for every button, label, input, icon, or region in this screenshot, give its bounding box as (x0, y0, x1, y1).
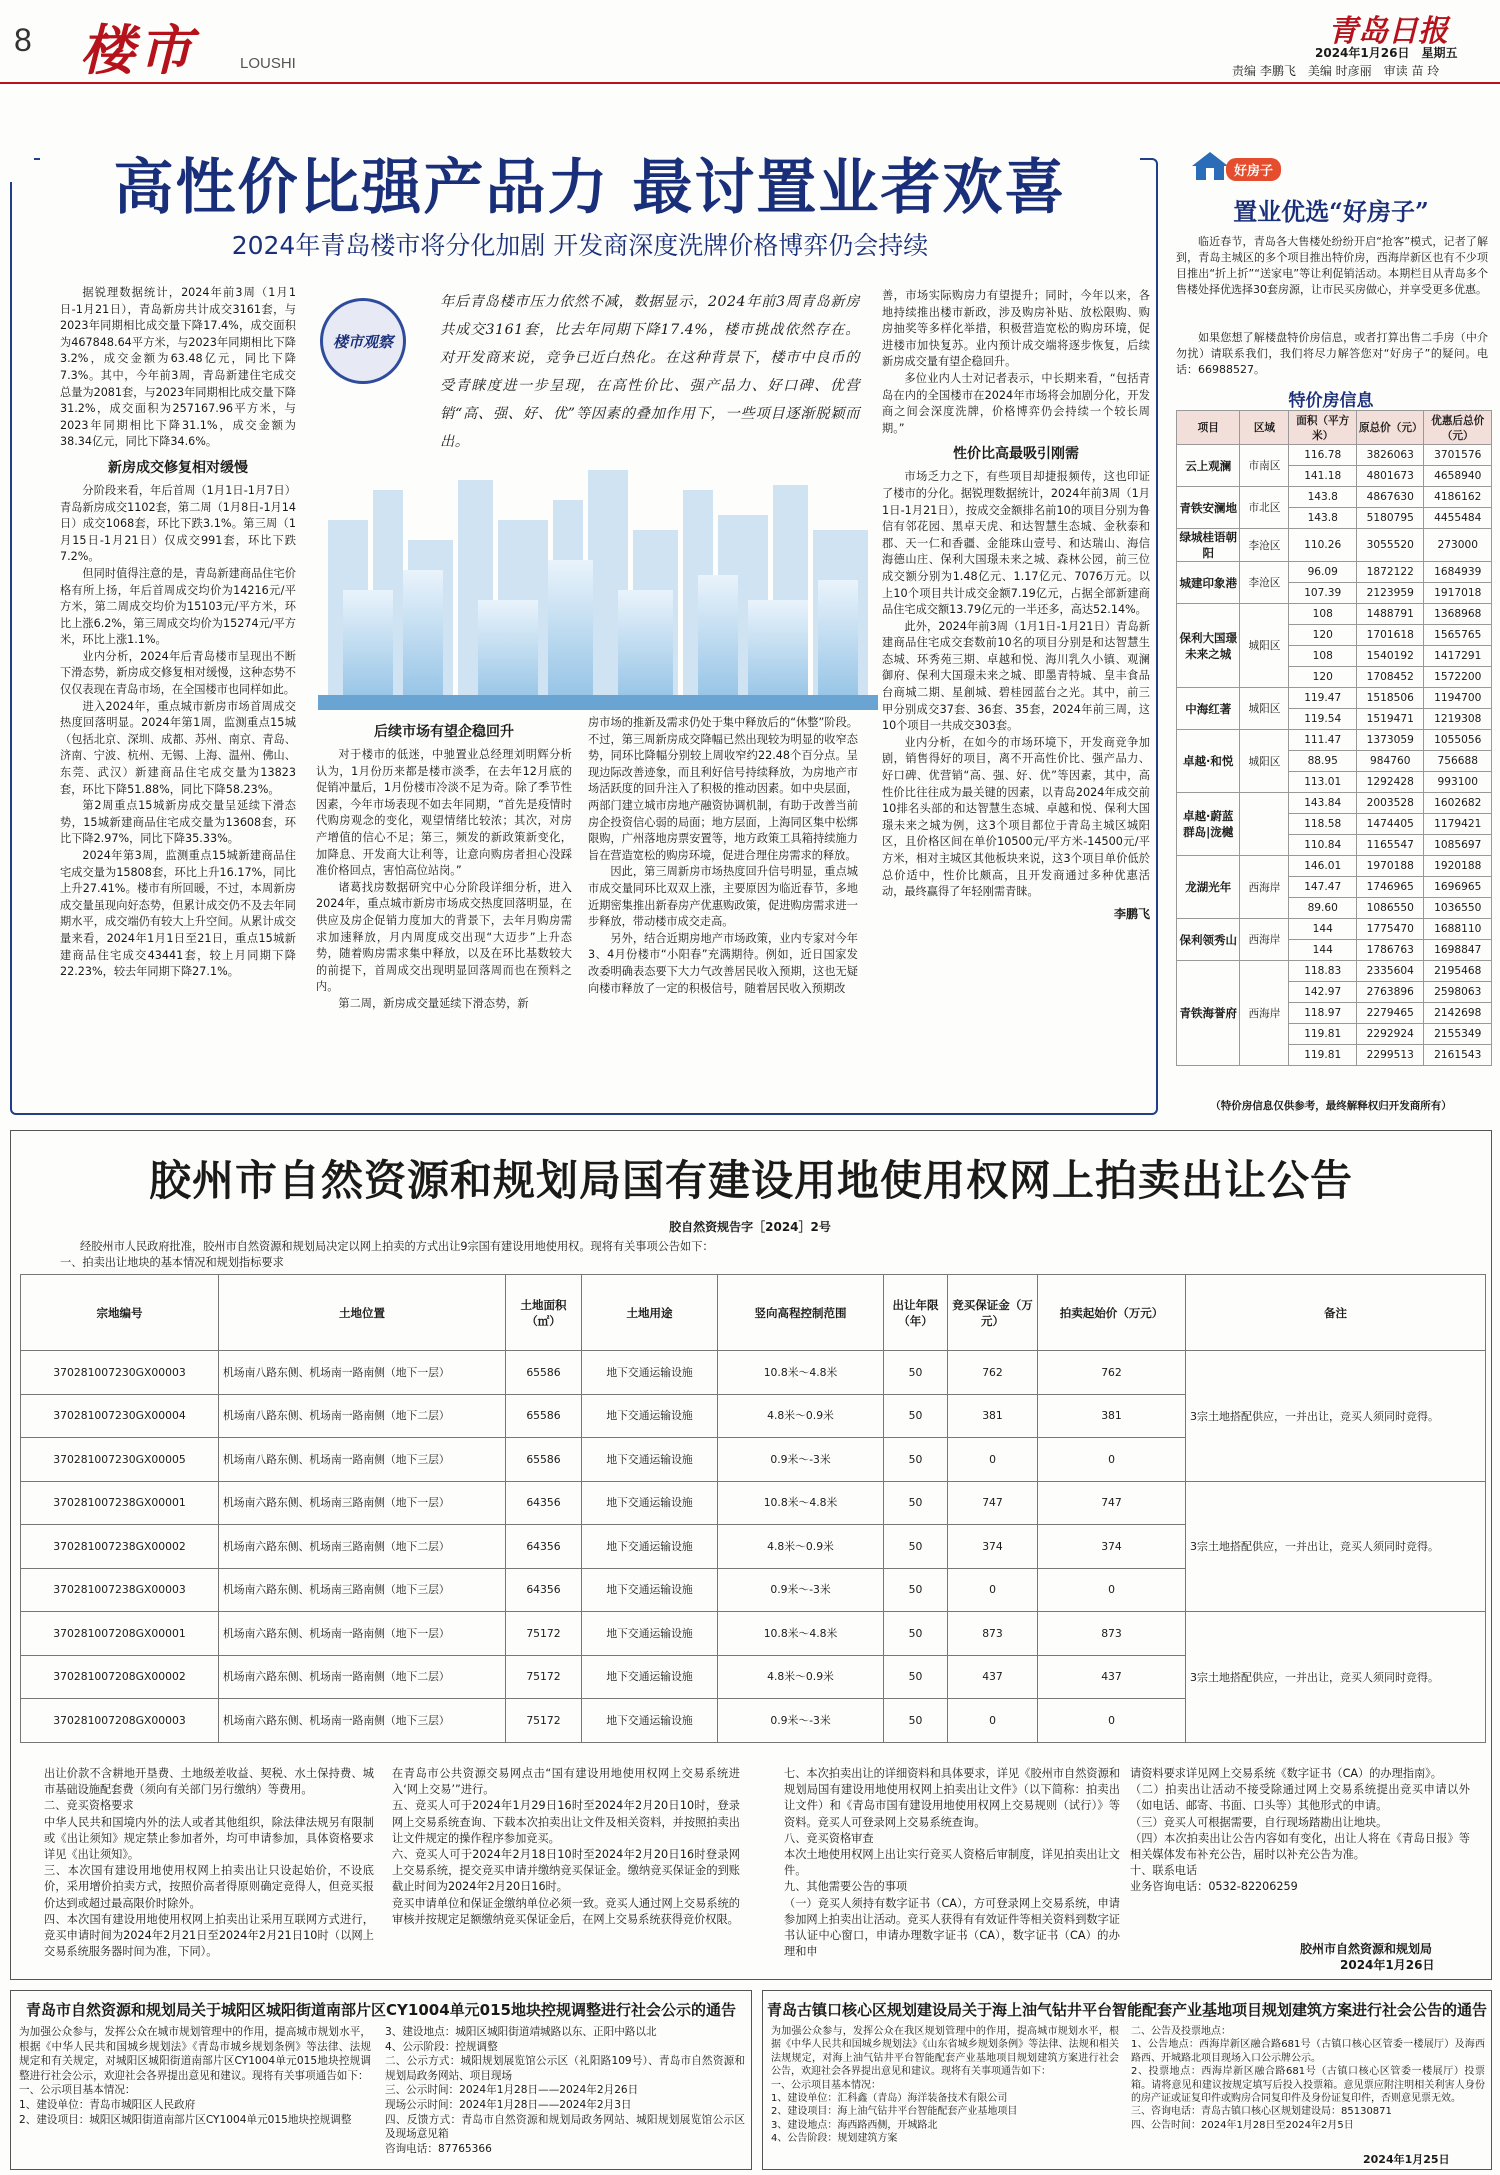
project-name: 龙湖光年 (1177, 856, 1240, 919)
land-cell: 地下交通运输设施 (582, 1699, 718, 1743)
land-cell: 370281007208GX00001 (21, 1612, 219, 1656)
land-cell: 370281007238GX00003 (21, 1568, 219, 1612)
land-cell: 4.8米～0.9米 (718, 1525, 884, 1569)
area-cell: 120 (1289, 625, 1357, 646)
bottom-left-title: 青岛市自然资源和规划局关于城阳区城阳街道南部片区CY1004单元015地块控规调整进行社会公示的通告 (26, 2001, 736, 2019)
area-cell: 119.81 (1289, 1024, 1357, 1045)
discount-price-cell: 1917018 (1424, 583, 1492, 604)
project-area (1240, 793, 1289, 856)
land-cell: 机场南八路东侧、机场南一路南侧（地下二层） (219, 1394, 506, 1438)
land-cell: 50 (884, 1612, 948, 1656)
original-price-cell: 2299513 (1356, 1045, 1424, 1066)
section-heading: 性价比高最吸引刚需 (953, 446, 1079, 463)
col-header: 宗地编号 (21, 1275, 219, 1351)
original-price-cell: 984760 (1356, 751, 1424, 772)
land-cell: 374 (1038, 1525, 1186, 1569)
land-cell: 65586 (506, 1351, 582, 1395)
land-cell: 50 (884, 1394, 948, 1438)
paragraph: 善，市场实际购房力有望提升；同时，今年以来，各地持续推出楼市新政，涉及购房补贴、放松限购、购房抽奖等多样化举措，积极营造宽松的购房环境，促进楼市加快复苏。业内预计成交端将逐步恢复，后续新房成交量有望企稳回升。 (882, 289, 1150, 369)
land-cell: 0.9米～-3米 (718, 1568, 884, 1612)
area-cell: 107.39 (1289, 583, 1357, 604)
land-cell: 0.9米～-3米 (718, 1699, 884, 1743)
project-name: 卓越·和悦 (1177, 730, 1240, 793)
land-cell: 370281007238GX00001 (21, 1481, 219, 1525)
area-cell: 147.47 (1289, 877, 1357, 898)
original-price-cell: 1872122 (1356, 562, 1424, 583)
land-cell: 437 (948, 1655, 1038, 1699)
discount-price-cell: 1417291 (1424, 646, 1492, 667)
original-price-cell: 2335604 (1356, 961, 1424, 982)
land-cell: 10.8米～4.8米 (718, 1481, 884, 1525)
paper-logo: 青岛日报 (1328, 14, 1448, 49)
col-header: 项目 (1177, 411, 1240, 445)
area-cell: 144 (1289, 940, 1357, 961)
land-cell: 65586 (506, 1438, 582, 1482)
land-cell: 地下交通运输设施 (582, 1525, 718, 1569)
column-4 (882, 288, 1150, 922)
original-price-cell: 1518506 (1356, 688, 1424, 709)
discount-price-cell: 1194700 (1424, 688, 1492, 709)
land-cell: 地下交通运输设施 (582, 1612, 718, 1656)
discount-price-cell: 1179421 (1424, 814, 1492, 835)
sidebar (1170, 150, 1492, 1120)
original-price-cell: 2763896 (1356, 982, 1424, 1003)
col-header: 竞买保证金（万元） (948, 1275, 1038, 1351)
column-1 (60, 285, 296, 981)
discount-price-cell: 4186162 (1424, 487, 1492, 508)
house-icon (1190, 150, 1230, 182)
land-cell: 762 (948, 1351, 1038, 1395)
land-cell: 747 (948, 1481, 1038, 1525)
price-row (1177, 445, 1492, 466)
discount-price-cell: 2598063 (1424, 982, 1492, 1003)
area-cell: 110.84 (1289, 835, 1357, 856)
feature-headline: 高性价比强产品力 最讨置业者欢喜 (40, 140, 1140, 226)
discount-price-cell: 2142698 (1424, 1003, 1492, 1024)
discount-price-cell: 1688110 (1424, 919, 1492, 940)
area-cell: 119.54 (1289, 709, 1357, 730)
area-cell: 88.95 (1289, 751, 1357, 772)
area-cell: 119.47 (1289, 688, 1357, 709)
discount-price-cell: 1368968 (1424, 604, 1492, 625)
col-header: 区域 (1240, 411, 1289, 445)
area-cell: 143.8 (1289, 508, 1357, 529)
land-cell: 地下交通运输设施 (582, 1438, 718, 1482)
paragraph: 但同时值得注意的是，青岛新建商品住宅价格有所上扬，年后首周成交均价为14216元/平方米，第二周成交均价为15103元/平方米，环比上涨6.2%，第三周成交均价为15274元/平方米，环比上涨1.1%。 (60, 566, 296, 647)
area-cell: 141.18 (1289, 466, 1357, 487)
land-cell: 381 (948, 1394, 1038, 1438)
project-name: 保利大国璟未来之城 (1177, 604, 1240, 688)
notice-intro: 经胶州市人民政府批准，胶州市自然资源和规划局决定以网上拍卖的方式出让9宗国有建设用地使用权。现将有关事项公告如下： (80, 1240, 714, 1253)
land-cell: 873 (1038, 1612, 1186, 1656)
land-cell: 762 (1038, 1351, 1186, 1395)
notice-section-1: 一、拍卖出让地块的基本情况和规划指标要求 (60, 1256, 284, 1269)
paragraph: 业内分析，在如今的市场环境下，开发商竞争加剧，销售得好的项目，离不开高性价比、强产品力、好口碑、优营销“高、强、好、优”等因素，其中，高性价比往往成为最关键的因素，以青岛2024年成交前10排名头部的和达智慧生态城、卓越和悦、保利大国璟未来之城为例，这3个项目都位于青岛主城区城阳区，且价格区间在单价10500元/平方米-14500元/平方米，相对主城区其他板块来说，这3个项目单价低於总价适中，性价比颇高，且开发商通过多种优惠活动，最终赢得了年轻刚需青睐。 (882, 735, 1150, 899)
land-cell: 75172 (506, 1612, 582, 1656)
area-cell: 118.97 (1289, 1003, 1357, 1024)
sidebar-tag: 好房子 (1226, 158, 1281, 181)
project-name: 卓越·蔚蓝群岛|泷樾 (1177, 793, 1240, 856)
sidebar-intro-2: 如果您想了解楼盘特价房信息，或者打算出售二手房（中介勿扰）请联系我们，我们将尽力解答您对“好房子”的疑问。电话：66988527。 (1176, 331, 1488, 376)
project-name: 保利领秀山 (1177, 919, 1240, 961)
discount-price-cell: 1085697 (1424, 835, 1492, 856)
notice-docno: 胶自然资规告字［2024］2号 (669, 1220, 831, 1234)
feature-subtitle: 2024年青岛楼市将分化加剧 开发商深度洗牌价格博弈仍会持续 (231, 231, 929, 260)
area-cell: 111.47 (1289, 730, 1357, 751)
project-name: 云上观澜 (1177, 445, 1240, 487)
land-cell: 机场南六路东侧、机场南三路南侧（地下三层） (219, 1568, 506, 1612)
col-header: 竖向高程控制范围 (718, 1275, 884, 1351)
land-cell: 机场南六路东侧、机场南三路南侧（地下二层） (219, 1525, 506, 1569)
project-area: 李沧区 (1240, 562, 1289, 604)
price-row (1177, 856, 1492, 877)
area-cell: 89.60 (1289, 898, 1357, 919)
paragraph: 此外，2024年前3周（1月1日-1月21日）青岛新建商品住宅成交套数前10名的项目分别是和达智慧生态城、环秀苑三期、卓越和悦、海川乳久小镇、观澜御府、保利大国璟未来之城、即墨青特城、皇丰食品台商城二期、星創城、碧桂园蓝台之光。其中，前三甲分别成交37套、36套、35套，2024年前三周，这10个项目一共成交303套。 (882, 619, 1150, 733)
land-cell: 地下交通运输设施 (582, 1394, 718, 1438)
area-cell: 120 (1289, 667, 1357, 688)
original-price-cell: 2123959 (1356, 583, 1424, 604)
city-illustration (318, 290, 878, 710)
original-price-cell: 1775470 (1356, 919, 1424, 940)
land-cell: 机场南八路东侧、机场南一路南侧（地下一层） (219, 1351, 506, 1395)
notice-text-col-3: 七、本次拍卖出让的详细资料和具体要求，详见《胶州市自然资源和规划局国有建设用地使用权网上拍卖出让文件》（以下简称：拍卖出让文件）和《青岛市国有建设用地使用权网上交易规则（试行）》等资料。竞买人可登录网上交易系统查询。 八、竞买资格审查 本次土地使用权网上出让实行竞买人资格后审制度，详见拍卖出让文件。 九、其他需要公告的事项 （一）竞买人须持有数字证书（CA），方可登录网上交易系统，申请参加网上拍卖出让活动。竞买人获得有有效证件等相关资料到数字证书认证中心窗口，申请办理数字证书（CA），数字证书（CA）的办理和申 (784, 1767, 1120, 1959)
area-cell: 144 (1289, 919, 1357, 940)
notice-title: 胶州市自然资源和规划局国有建设用地使用权网上拍卖出让公告 (148, 1156, 1353, 1205)
land-cell: 370281007230GX00005 (21, 1438, 219, 1482)
issue-date: 2024年1月26日 星期五 (1315, 46, 1458, 60)
land-cell: 75172 (506, 1655, 582, 1699)
original-price-cell: 1970188 (1356, 856, 1424, 877)
discount-price-cell: 1602682 (1424, 793, 1492, 814)
discount-price-cell: 273000 (1424, 529, 1492, 562)
notice-text-col-4: 请资料要求详见网上交易系统《数字证书（CA）的办理指南》。 （二）拍卖出让活动不接受除通过网上交易系统提出竞买申请以外（如电话、邮寄、书面、口头等）其他形式的申请。 （三）竞买人可根据需要，自行现场踏勘出让地块。 （四）本次拍卖出让公告内容如有变化，出让人将在《青岛日报》等相关媒体发布补充公告，届时以补充公告为准。 十、联系电话 业务咨询电话：0532-82206259 (1130, 1767, 1470, 1894)
lead-paragraph: 年后青岛楼市压力依然不减，数据显示，2024年前3周青岛新房共成交3161套，比去年同期下降17.4%，楼市挑战依然存在。对开发商来说，竞争已近白热化。在这种背景下，楼市中良币的受青睐度进一步呈现，在高性价比、强产品力、好口碑、优营销“高、强、好、优”等因素的叠加作用下，一些项目逐渐脱颖而出。 (440, 294, 860, 450)
editor-credits: 责编 李鹏飞 美编 时彦丽 审读 苗 玲 (1232, 64, 1440, 78)
area-cell: 118.83 (1289, 961, 1357, 982)
project-area: 城阳区 (1240, 604, 1289, 688)
project-area: 西海岸 (1240, 919, 1289, 961)
price-row (1177, 961, 1492, 982)
paragraph: 因此，第三周新房市场热度回升信号明显，重点城市成交量同环比双双上涨，主要原因为临近春节，多地近期密集推出新春房产优惠购政策，促进购房需求进一步释放，带动楼市成交走高。 (588, 865, 858, 929)
price-row (1177, 487, 1492, 508)
land-cell: 50 (884, 1568, 948, 1612)
price-row (1177, 919, 1492, 940)
land-cell: 0 (948, 1438, 1038, 1482)
paragraph: 业内分析，2024年后青岛楼市呈现出不断下滑态势，新房成交修复相对缓慢，这种态势不仅仅表现在青岛市场，在全国楼市也同样如此。 (60, 649, 296, 697)
original-price-cell: 1488791 (1356, 604, 1424, 625)
section-title: 楼市 (80, 18, 196, 82)
discount-price-cell: 1572200 (1424, 667, 1492, 688)
section-heading: 后续市场有望企稳回升 (374, 724, 514, 740)
land-cell: 机场南八路东侧、机场南一路南侧（地下三层） (219, 1438, 506, 1482)
discount-price-cell: 4455484 (1424, 508, 1492, 529)
land-cell: 65586 (506, 1394, 582, 1438)
remark-cell: 3宗土地搭配供应，一并出让，竞买人须同时竞得。 (1186, 1481, 1486, 1612)
land-cell: 机场南六路东侧、机场南三路南侧（地下一层） (219, 1481, 506, 1525)
land-cell: 381 (1038, 1394, 1186, 1438)
land-cell: 50 (884, 1438, 948, 1482)
project-area: 西海岸 (1240, 961, 1289, 1066)
original-price-cell: 1708452 (1356, 667, 1424, 688)
project-name: 绿城桂语朝阳 (1177, 529, 1240, 562)
land-cell: 4.8米～0.9米 (718, 1394, 884, 1438)
price-row (1177, 730, 1492, 751)
original-price-cell: 1474405 (1356, 814, 1424, 835)
col-header: 优惠后总价（元） (1424, 411, 1492, 445)
original-price-cell: 2003528 (1356, 793, 1424, 814)
discount-price-cell: 1055056 (1424, 730, 1492, 751)
original-price-cell: 1373059 (1356, 730, 1424, 751)
sidebar-intro: 临近春节，青岛各大售楼处纷纷开启“抢客”模式，记者了解到，青岛主城区的多个项目推出特价房，西海岸新区也有不少项目推出“折上折”“送家电”等让利促销活动。本期栏目从青岛多个售楼处择优选择30套房源，让市民买房做心，并享受更多优惠。 (1176, 235, 1488, 296)
discount-price-cell: 1219308 (1424, 709, 1492, 730)
land-cell: 机场南六路东侧、机场南一路南侧（地下一层） (219, 1612, 506, 1656)
discount-price-cell: 1036550 (1424, 898, 1492, 919)
paragraph: 进入2024年，重点城市新房市场首周成交热度回落明显。2024年第1周，监测重点15城（包括北京、深圳、成都、苏州、南京、青岛、济南、宁波、杭州、无锡、上海、温州、佛山、东莞、武汉）新建商品住宅成交量为13823套，环比下降51.88%，同比下降58.23%。 (60, 699, 296, 796)
price-row (1177, 562, 1492, 583)
project-area: 城阳区 (1240, 688, 1289, 730)
discount-price-cell: 1920188 (1424, 856, 1492, 877)
original-price-cell: 5180795 (1356, 508, 1424, 529)
land-cell: 370281007208GX00003 (21, 1699, 219, 1743)
land-cell: 747 (1038, 1481, 1186, 1525)
land-cell: 370281007208GX00002 (21, 1655, 219, 1699)
land-cell: 50 (884, 1351, 948, 1395)
land-cell: 4.8米～0.9米 (718, 1655, 884, 1699)
discount-price-cell: 2161543 (1424, 1045, 1492, 1066)
column-2 (316, 715, 572, 1013)
land-cell: 机场南六路东侧、机场南一路南侧（地下二层） (219, 1655, 506, 1699)
original-price-cell: 1165547 (1356, 835, 1424, 856)
paragraph: 据锐理数据统计，2024年前3周（1月1日-1月21日），青岛新房共计成交3161套，与2023年同期相比成交量下降17.4%，成交面积为467848.64平方米，与2023年同期相比下降3.2%，成交金额为63.48亿元，同比下降7.3%。其中，今年前3周，青岛新建住宅成交总量为2081套，与2023年同期相比成交量下降31.2%，成交面积为257167.96平方米，与2023年同期相比下降31.1%，成交金额为38.34亿元，同比下降34.6%。 (60, 286, 296, 449)
col-header: 面积（平方米） (1289, 411, 1357, 445)
area-cell: 118.58 (1289, 814, 1357, 835)
table-note: （特价房信息仅供参考，最终解释权归开发商所有） (1210, 1100, 1452, 1112)
masthead (0, 0, 1500, 84)
land-cell: 0 (1038, 1438, 1186, 1482)
area-cell: 143.8 (1289, 487, 1357, 508)
feature-corner (4, 152, 34, 182)
land-cell: 地下交通运输设施 (582, 1481, 718, 1525)
project-area: 西海岸 (1240, 856, 1289, 919)
land-cell: 437 (1038, 1655, 1186, 1699)
paragraph: 房市场的推新及需求仍处于集中释放后的“休整”阶段。不过，第三周新房成交降幅已然出现较为明显的收窄态势，同环比降幅分别较上周收窄约22.48个百分点。呈现边际改善迹象，而且利好信号持续释放，为房地产市场活跃度的回升注入了积极的推动因素。如中央层面，两部门建立城市房地产融资协调机制，有助于改善当前房企投资信心弱的局面；地方层面，上海同区集中松绑限购，广州落地房票安置等，地方政策工具箱持续施力旨在营造宽松的购房环境，促进合理住房需求的释放。 (588, 716, 858, 862)
land-cell: 50 (884, 1525, 948, 1569)
bottom-left-text-2: 3、建设地点：城阳区城阳街道靖城路以东、正阳中路以北 4、公示阶段：控规调整 二、公示方式：城阳规划展览馆公示区（礼阳路109号）、青岛市自然资源和规划局政务网站、项目现场 三、公示时间：2024年1月28日——2024年2月26日 现场公示时间：2024年1月28日——2024年2月3日 四、反馈方式：青岛市自然资源和规划局政务网站、城阳规划展览馆公示区及现场意见箱 咨询电话：87765366 (385, 2026, 745, 2155)
area-cell: 96.09 (1289, 562, 1357, 583)
section-en: LOUSHI (240, 55, 296, 72)
project-area: 市南区 (1240, 445, 1289, 487)
land-cell: 370281007230GX00003 (21, 1351, 219, 1395)
area-cell: 108 (1289, 646, 1357, 667)
original-price-cell: 1786763 (1356, 940, 1424, 961)
header-rule (0, 82, 1500, 84)
land-cell: 374 (948, 1525, 1038, 1569)
page-number: 8 (14, 22, 32, 58)
discount-price-cell: 1698847 (1424, 940, 1492, 961)
original-price-cell: 2279465 (1356, 1003, 1424, 1024)
project-name: 青铁安澜地 (1177, 487, 1240, 529)
price-row (1177, 604, 1492, 625)
land-cell: 0.9米～-3米 (718, 1438, 884, 1482)
col-header: 备注 (1186, 1275, 1486, 1351)
project-name: 青铁海誉府 (1177, 961, 1240, 1066)
area-cell: 146.01 (1289, 856, 1357, 877)
original-price-cell: 1701618 (1356, 625, 1424, 646)
land-cell: 地下交通运输设施 (582, 1568, 718, 1612)
project-area: 市北区 (1240, 487, 1289, 529)
land-cell: 50 (884, 1699, 948, 1743)
notice-text-col-2: 在青岛市公共资源交易网点击“国有建设用地使用权网上交易系统进入‘网上交易’”进行。 五、竞买人可于2024年1月29日16时至2024年2月20日10时，登录网上交易系统查询、下载本次拍卖出让文件及相关资料，并按照拍卖出让文件规定的操作程序参加竞买。 六、竞买人可于2024年2月18日10时至2024年2月20日16时登录网上交易系统，提交竞买申请并缴纳竞买保证金。缴纳竞买保证金的到账截止时间为2024年2月20日16时。 竞买申请单位和保证金缴纳单位必须一致。竞买人通过网上交易系统的审核并按规定足额缴纳竞买保证金后，在网上交易系统获得竞价权限。 (392, 1767, 740, 1926)
land-cell: 50 (884, 1481, 948, 1525)
col-header: 出让年限（年） (884, 1275, 948, 1351)
land-cell: 10.8米～4.8米 (718, 1351, 884, 1395)
col-header: 土地面积（㎡） (506, 1275, 582, 1351)
paragraph: 2024年第3周，监测重点15城新建商品住宅成交量为15808套，环比上升16.17%，同比上升27.41%。楼市有所回暖，不过，本周新房成交量虽现向好态势，但累计成交仍不及去年同期水平，成交端仍有较大上升空间。从累计成交量来看，2024年1月1日至21日，重点15城新建商品住宅成交43441套，较上月同期下降22.23%，较去年同期下降27.1%。 (60, 849, 296, 979)
paragraph: 第二周，新房成交量延续下滑态势，新 (338, 996, 529, 1010)
bottom-right-date: 2024年1月25日 (1363, 2153, 1450, 2166)
discount-price-cell: 2195468 (1424, 961, 1492, 982)
land-cell: 64356 (506, 1525, 582, 1569)
original-price-cell: 1540192 (1356, 646, 1424, 667)
land-cell: 0 (948, 1568, 1038, 1612)
notice-sign-date: 2024年1月26日 (1340, 1958, 1435, 1972)
original-price-cell: 1519471 (1356, 709, 1424, 730)
area-cell: 119.81 (1289, 1045, 1357, 1066)
paragraph: 多位业内人士对记者表示，中长期来看，“包括青岛在内的全国楼市在2024年市场将会加剧分化，开发商之间会深度洗牌，价格博弈仍会持续一个较长周期。” (882, 371, 1150, 435)
notice-signature: 胶州市自然资源和规划局 (1300, 1942, 1433, 1956)
column-3 (588, 715, 858, 997)
original-price-cell: 4867630 (1356, 487, 1424, 508)
paragraph: 对于楼市的低迷，中驰置业总经理刘明辉分析认为，1月份历来都是楼市淡季，在去年12月底的促销冲量后，1月份楼市冷淡不足为奇。除了季节性因素，今年市场表现不如去年同期，“首先是疫情时代购房观念的变化，观望情绪比较浓；其次，对房产增值的信心不足；第三，频发的新政策新变化，加降息、开发商大让利等，让意向购房者担心没踩准价格回点，害怕高位站岗。” (316, 748, 572, 878)
area-cell: 142.97 (1289, 982, 1357, 1003)
bottom-left-text-1: 为加强公众参与，发挥公众在城市规划管理中的作用，提高城市规划水平，根据《中华人民共和国城乡规划法》《青岛市城乡规划条例》等法律、法规规定和有关规定，对城阳区城阳街道南部片区CY1004单元015地块控规调整进行社会公示，欢迎社会各界提出意见和建议。现将有关事项通告如下： 一、公示项目基本情况： 1、建设单位：青岛市城阳区人民政府 2、建设项目：城阳区城阳街道南部片区CY1004单元015地块控规调整 (19, 2026, 371, 2126)
original-price-cell: 3055520 (1356, 529, 1424, 562)
paragraph: 另外，结合近期房地产市场政策，业内专家对今年3、4月份楼市“小阳春”充满期待。例如，近日国家发改委明确表态要下大力气改善居民收入预期，这也无疑向楼市释放了一定的积极信号，随着居民收入预期改 (588, 931, 858, 995)
land-row (21, 1612, 1486, 1656)
land-cell: 机场南六路东侧、机场南一路南侧（地下三层） (219, 1699, 506, 1743)
col-header: 土地用途 (582, 1275, 718, 1351)
bottom-left-notice (10, 1990, 752, 2170)
table-title: 特价房信息 (1288, 391, 1374, 411)
land-cell: 873 (948, 1612, 1038, 1656)
discount-price-cell: 993100 (1424, 772, 1492, 793)
area-cell: 116.78 (1289, 445, 1357, 466)
discount-price-cell: 1684939 (1424, 562, 1492, 583)
price-table (1176, 410, 1492, 1066)
badge-text: 楼市观察 (332, 332, 393, 351)
remark-cell: 3宗土地搭配供应，一并出让，竞买人须同时竞得。 (1186, 1612, 1486, 1743)
original-price-cell: 3826063 (1356, 445, 1424, 466)
sidebar-title: 置业优选“好房子” (1233, 197, 1429, 226)
byline: 李鹏飞 (1113, 906, 1150, 921)
original-price-cell: 1746965 (1356, 877, 1424, 898)
paragraph: 市场乏力之下，有些项目却捷报频传，这也印证了楼市的分化。据锐理数据统计，2024年前3周（1月1日-1月21日），按成交金额排名前10的项目分别为鲁信有邻花园、黑卓天虎、和达智慧生态城、金秋泰和郡、天一仁和香疆、金能珠山壹号、和达瑞山、海信海德山庄、保利大国璟未来之城、森林公园，前三位成交额分别为1.48亿元、1.17亿元、7076万元。以上10个项目共计成交金额7.19亿元，占据全部新建商品住宅成交额13.79亿元的一半还多，高达52.14%。 (882, 470, 1150, 617)
land-cell: 10.8米～4.8米 (718, 1612, 884, 1656)
project-name: 城建印象港 (1177, 562, 1240, 604)
land-cell: 0 (1038, 1699, 1186, 1743)
discount-price-cell: 2155349 (1424, 1024, 1492, 1045)
notice-text-col-1: 出让价款不含耕地开垦费、土地级差收益、契税、水土保持费、城市基础设施配套费（须向有关部门另行缴纳）等费用。 二、竞买资格要求 中华人民共和国境内外的法人或者其他组织，除法律法规另有限制或《出让须知》规定禁止参加者外，均可申请参加，具体资格要求详见《出让须知》。 三、本次国有建设用地使用权网上拍卖出让只设起始价，不设底价，采用增价拍卖方式，按照价高者得原则确定竞得人，但竞买报价达到或超过最高限价时除外。 四、本次国有建设用地使用权网上拍卖出让采用互联网方式进行，竞买申请时间为2024年2月21日至2024年2月21日10时（以网上交易系统服务器时间为准，下同）。 (44, 1767, 374, 1959)
area-cell: 143.84 (1289, 793, 1357, 814)
paragraph: 诸葛找房数据研究中心分阶段详细分析，进入2024年，重点城市新房市场成交热度回落明显，在供应及房企促销力度加大的背景下，去年月购房需求加速释放，月内周度成交出现“大迈步”上升态势，随着购房需求集中释放，以及在环比基数较大的前提下，首周成交出现明显回落周而也在预料之内。 (316, 880, 572, 994)
area-cell: 110.26 (1289, 529, 1357, 562)
land-row (21, 1481, 1486, 1525)
land-cell: 370281007238GX00002 (21, 1525, 219, 1569)
original-price-cell: 1292428 (1356, 772, 1424, 793)
discount-price-cell: 1565765 (1424, 625, 1492, 646)
discount-price-cell: 4658940 (1424, 466, 1492, 487)
col-header: 原总价（元） (1356, 411, 1424, 445)
land-cell: 50 (884, 1655, 948, 1699)
land-cell: 0 (948, 1699, 1038, 1743)
discount-price-cell: 756688 (1424, 751, 1492, 772)
price-row (1177, 688, 1492, 709)
discount-price-cell: 1696965 (1424, 877, 1492, 898)
project-name: 中海红著 (1177, 688, 1240, 730)
price-row (1177, 529, 1492, 562)
discount-price-cell: 3701576 (1424, 445, 1492, 466)
area-cell: 108 (1289, 604, 1357, 625)
land-cell: 64356 (506, 1481, 582, 1525)
paragraph: 分阶段来看，年后首周（1月1日-1月7日）青岛新房成交1102套，第二周（1月8日-1月14日）成交1068套，环比下跌3.1%。第三周（1月15日-1月21日）仅成交991套，环比下跌7.2%。 (60, 483, 296, 564)
col-header: 拍卖起始价（万元） (1038, 1275, 1186, 1351)
col-header: 土地位置 (219, 1275, 506, 1351)
project-area: 李沧区 (1240, 529, 1289, 562)
bottom-right-notice (762, 1990, 1492, 2170)
bottom-right-text-2: 二、公告及投票地点： 1、公告地点：西海岸新区融合路681号（古镇口核心区管委一楼展厅）及海西路西、开城路北项目现场入口公示牌公示。 2、投票地点：西海岸新区融合路681号（古镇口核心区管委一楼展厅）投票箱。请将意见和建议按规定填写后投入投票箱。意见票应附注明相关利害人身份的房产证或证复印件或购房合同复印件及身份证复印件，否则意见票无效。 三、咨询电话：青岛古镇口核心区规划建设局：85130871 四、公告时间：2024年1月28日至2024年2月5日 (1131, 2026, 1485, 2131)
land-cell: 地下交通运输设施 (582, 1351, 718, 1395)
paragraph: 第2周重点15城新房成交量呈延续下滑态势，15城新建商品住宅成交量为13608套，环比下降2.97%，同比下降35.33%。 (60, 799, 296, 846)
land-cell: 0 (1038, 1568, 1186, 1612)
land-cell: 地下交通运输设施 (582, 1655, 718, 1699)
price-row (1177, 793, 1492, 814)
bottom-right-title: 青岛古镇口核心区规划建设局关于海上油气钻井平台智能配套产业基地项目规划建筑方案进行社会公告的通告 (767, 2001, 1488, 2019)
original-price-cell: 4801673 (1356, 466, 1424, 487)
project-area: 城阳区 (1240, 730, 1289, 793)
land-row (21, 1351, 1486, 1395)
area-cell: 113.01 (1289, 772, 1357, 793)
section-heading: 新房成交修复相对缓慢 (108, 459, 248, 476)
bottom-right-text-1: 为加强公众参与，发挥公众在我区规划管理中的作用，提高城市规划水平，根据《中华人民共和国城乡规划法》《山东省城乡规划条例》等法律、法规和相关法规规定，对海上油气钻井平台智能配套产业基地项目规划建筑方案进行社会公告，欢迎社会各界提出意见和建议。现将有关事项通告如下： 一、公示项目基本情况： 1、建设单位：汇科鑫（青岛）海洋装备技术有限公司 2、建设项目：海上油气钻井平台智能配套产业基地项目 3、建设地点：海西路西侧，开城路北 4、公告阶段：规划建筑方案 (771, 2026, 1119, 2145)
land-cell: 370281007230GX00004 (21, 1394, 219, 1438)
land-cell: 75172 (506, 1699, 582, 1743)
land-table (20, 1274, 1486, 1743)
remark-cell: 3宗土地搭配供应，一并出让，竞买人须同时竞得。 (1186, 1351, 1486, 1482)
original-price-cell: 1086550 (1356, 898, 1424, 919)
original-price-cell: 2292924 (1356, 1024, 1424, 1045)
land-cell: 64356 (506, 1568, 582, 1612)
